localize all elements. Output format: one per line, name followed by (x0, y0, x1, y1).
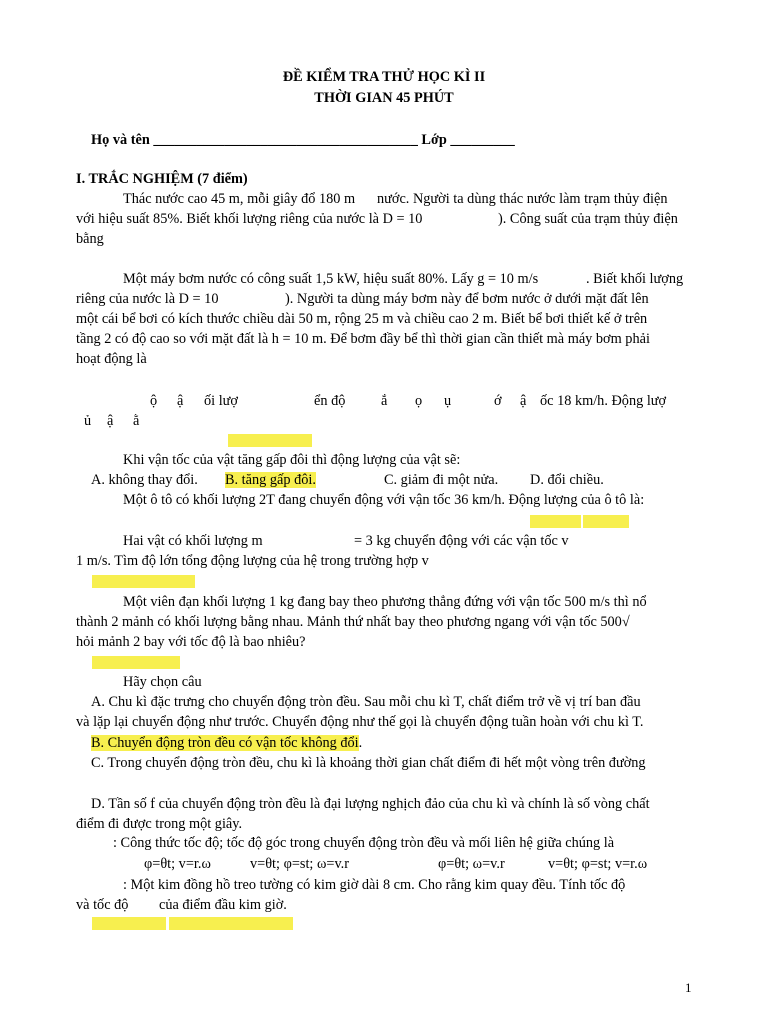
q2-line1b: . Biết khối lượng (586, 271, 684, 287)
q8-option-d-line1: D. Tần số f của chuyển động tròn đều là đại lượng nghịch đảo của chu kì và chính là số vòng chất (91, 796, 650, 812)
q3-frag: ớ (494, 393, 502, 409)
answer-highlight (169, 917, 293, 930)
q2-line2b: ). Người ta dùng máy bơm này để bơm nước ở dưới mặt đất lên (285, 291, 649, 307)
q3-frag: ậ (107, 413, 114, 429)
q6-line1a: Hai vật có khối lượng m (123, 533, 263, 549)
page-number: 1 (685, 980, 692, 995)
exam-subtitle: THỜI GIAN 45 PHÚT (314, 90, 454, 106)
q8-option-a-line1: A. Chu kì đặc trưng cho chuyển động tròn đều. Sau mỗi chu kì T, chất điểm trở về vị trí ban đầu (91, 694, 641, 710)
q3-line1-end: ốc 18 km/h. Động lượ (540, 393, 667, 409)
q3-frag: ọ (415, 393, 423, 409)
q8-option-b-text: B. Chuyển động tròn đều có vận tốc không đổi (91, 735, 359, 751)
q8-option-b-end: . (358, 735, 363, 751)
q7-line2: thành 2 mảnh có khối lượng bằng nhau. Mảnh thứ nhất bay theo phương ngang với vận tốc 500√ (76, 614, 630, 630)
q3-frag: ụ (444, 393, 452, 409)
answer-highlight (92, 917, 166, 930)
q2-line1a: Một máy bơm nước có công suất 1,5 kW, hiệu suất 80%. Lấy g = 10 m/s (123, 271, 539, 287)
q6-line2: 1 m/s. Tìm độ lớn tổng động lượng của hệ trong trường hợp v (76, 553, 429, 569)
q3-frag: ộ (150, 393, 158, 409)
q9-option-d: v=θt; φ=st; v=r.ω (548, 856, 648, 872)
q2-line2a: riêng của nước là D = 10 (76, 291, 219, 307)
name-class-line: Họ và tên _____________________________________ Lớp _________ (91, 132, 515, 148)
q6-line1b: = 3 kg chuyển động với các vận tốc v (354, 533, 569, 549)
answer-highlight (92, 656, 180, 669)
q2-line3: một cái bể bơi có kích thước chiều dài 50 m, rộng 25 m và chiều cao 2 m. Biết bể bơi thiết kế ở trên (76, 311, 648, 327)
q3-frag: ắ (381, 393, 388, 409)
q8-stem: Hãy chọn câu (123, 674, 202, 690)
q8-option-d-line2: điểm đi được trong một giây. (76, 816, 243, 832)
q8-option-c: C. Trong chuyển động tròn đều, chu kì là khoảng thời gian chất điểm đi hết một vòng trên đường (91, 755, 646, 771)
q3-frag: ối lượ (204, 393, 238, 409)
q2-line4: tầng 2 có độ cao so với mặt đất là h = 10 m. Để bơm đầy bể thì thời gian cần thiết mà máy bơm phải (76, 331, 650, 347)
q8-option-b (91, 734, 362, 752)
q3-frag: ằ (133, 413, 140, 429)
q5-stem: Một ô tô có khối lượng 2T đang chuyển động với vận tốc 36 km/h. Động lượng của ô tô là: (123, 492, 645, 508)
q9-option-c: φ=θt; ω=v.r (438, 856, 505, 872)
q4-option-c: C. giảm đi một nửa. (384, 472, 499, 488)
q1-line2a: với hiệu suất 85%. Biết khối lượng riêng của nước là D = 10 (76, 211, 423, 227)
q3-frag: ậ (177, 393, 184, 409)
q1-line2b: ). Công suất của trạm thủy điện (498, 211, 678, 227)
q3-frag: ậ (520, 393, 527, 409)
q4-option-b (225, 471, 316, 489)
q3-frag: ủ (84, 413, 92, 429)
q1-line3: bằng (76, 231, 104, 247)
q2-line5: hoạt động là (76, 351, 147, 367)
q7-line3: hỏi mảnh 2 bay với tốc độ là bao nhiêu? (76, 634, 306, 650)
q10-line2b: của điểm đầu kim giờ. (159, 897, 287, 913)
q3-frag: ển độ (314, 393, 346, 409)
q4-option-a: A. không thay đổi. (91, 472, 198, 488)
q4-option-b-text: B. tăng gấp đôi. (225, 472, 316, 488)
q1-line1: Thác nước cao 45 m, mỗi giây đổ 180 m (123, 191, 356, 207)
q9-stem: : Công thức tốc độ; tốc độ góc trong chuyển động tròn đều và mối liên hệ giữa chúng là (113, 835, 615, 851)
q7-line1: Một viên đạn khối lượng 1 kg đang bay theo phương thẳng đứng với vận tốc 500 m/s thì nổ (123, 594, 647, 610)
answer-highlight (92, 575, 195, 588)
answer-highlight (228, 434, 312, 447)
answer-highlight (583, 515, 629, 528)
answer-highlight (530, 515, 581, 528)
exam-title: ĐỀ KIỂM TRA THỬ HỌC KÌ II (282, 69, 486, 85)
q9-option-a: φ=θt; v=r.ω (144, 856, 211, 872)
q4-option-d: D. đổi chiều. (530, 472, 604, 488)
q9-option-b: v=θt; φ=st; ω=v.r (250, 856, 350, 872)
q10-line1: : Một kim đồng hồ treo tường có kim giờ dài 8 cm. Cho rằng kim quay đều. Tính tốc độ (123, 877, 626, 893)
q8-option-a-line2: và lặp lại chuyển động như trước. Chuyển động như thế gọi là chuyển động tuần hoàn với chu kì T. (76, 714, 644, 730)
q4-stem: Khi vận tốc của vật tăng gấp đôi thì động lượng của vật sẽ: (123, 452, 461, 468)
q10-line2a: và tốc độ (76, 897, 129, 913)
q1-line1b: nước. Người ta dùng thác nước làm trạm thủy điện (377, 191, 668, 207)
section-heading: I. TRẮC NGHIỆM (7 điểm) (76, 171, 248, 187)
